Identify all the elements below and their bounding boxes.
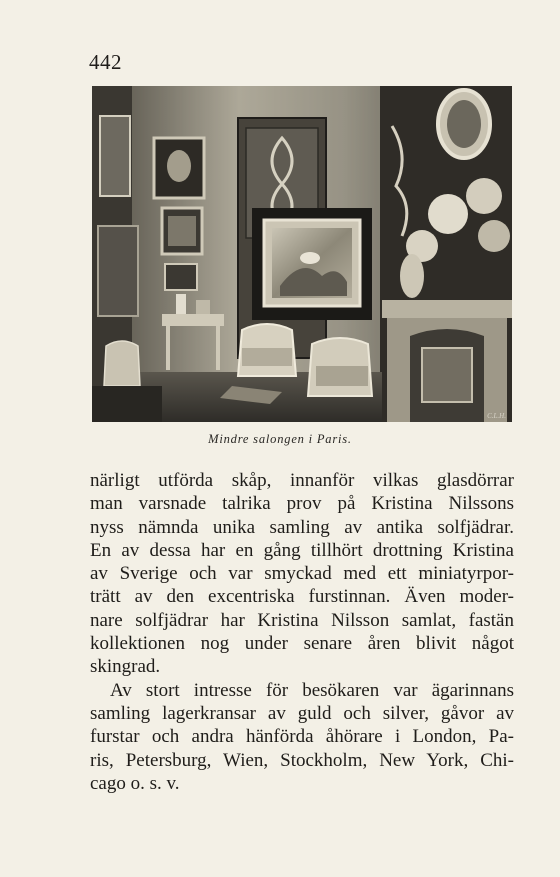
paragraph-1 (90, 469, 514, 679)
text-line: furstar och andra hänförda åhörare i London, Pa- (90, 726, 514, 748)
text-line: trätt av den excentriska furstinnan. Även moder- (90, 586, 514, 608)
photo-signature: C.L.H. (487, 412, 506, 420)
text-line: nyss nämnda unika samling av antika solfjädrar. (90, 516, 514, 538)
text-line: ris, Petersburg, Wien, Stockholm, New York, Chi- (90, 749, 514, 771)
text-line: man varsnade talrika prov på Kristina Nilssons (90, 493, 514, 515)
text-line: närligt utförda skåp, innanför vilkas glasdörrar (90, 470, 514, 491)
text-line: cago o. s. v. (90, 772, 180, 794)
text-line: skingrad. (90, 656, 161, 678)
text-line: kollektionen nog under senare åren blivit något (90, 633, 514, 655)
page-number: 442 (89, 50, 122, 74)
body-text (90, 469, 514, 795)
paragraph-2 (90, 679, 514, 795)
figure-caption: Mindre salongen i Paris. (208, 432, 352, 446)
text-line: En av dessa har en gång tillhört drottning Kristina (90, 539, 514, 561)
text-line: Av stort intresse för besökaren var ägarinnans (110, 679, 514, 701)
text-line: samling lagerkransar av guld och silver, gåvor av (90, 702, 514, 724)
salon-photograph (92, 86, 512, 422)
text-line: nare solfjädrar har Kristina Nilsson samlat, fastän (90, 609, 514, 631)
text-line: av Sverige och var smyckad med ett miniatyrpor- (90, 563, 514, 585)
salon-photograph-illustration (92, 86, 512, 422)
